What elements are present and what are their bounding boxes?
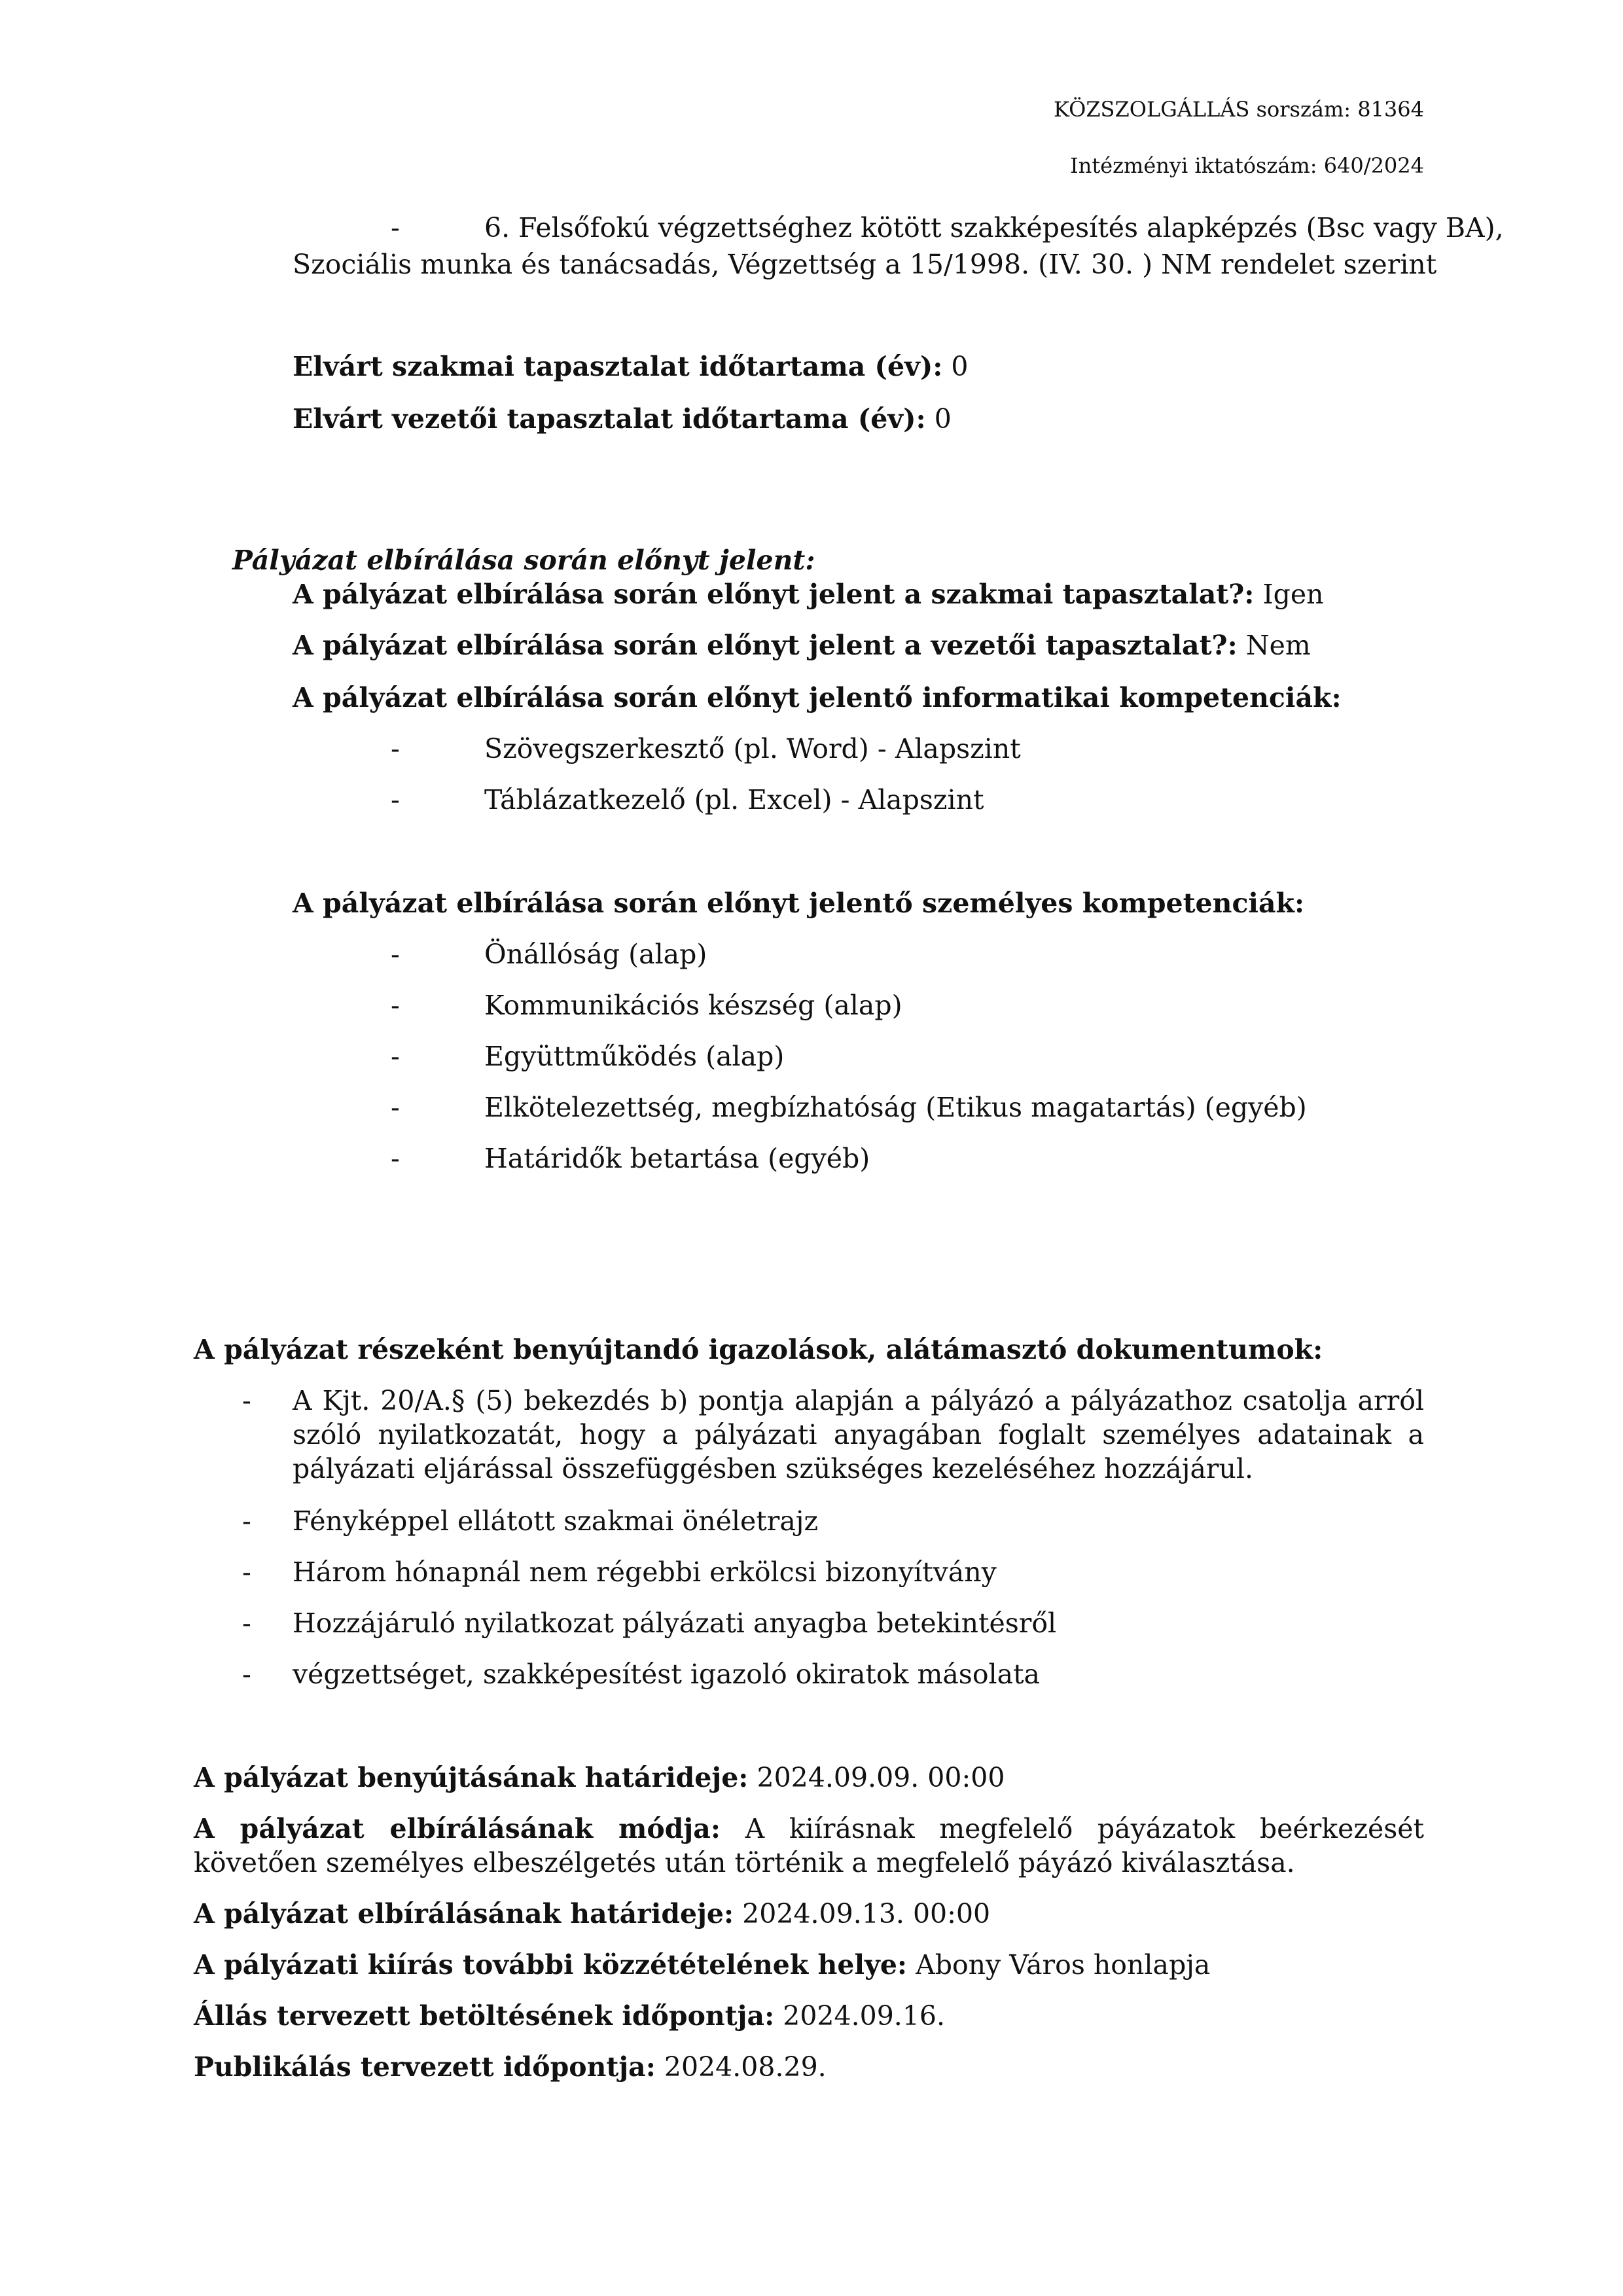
planned-start-date-label: Állás tervezett betöltésének időpontja: — [194, 2000, 775, 2032]
personal-competency-item: Önállóság (alap) — [484, 939, 707, 970]
planned-start-date-value: 2024.09.16. — [774, 2000, 946, 2032]
expected-professional-experience-label: Elvárt szakmai tapasztalat időtartama (év): — [293, 351, 943, 382]
expected-professional-experience-value: 0 — [942, 351, 969, 382]
evaluation-method-value: A kiírásnak megfelelő páyázatok beérkezését követően személyes elbeszélgetés után történik a megfelelő páyázó kiválasztása. — [194, 1813, 1424, 1878]
documents-heading: A pályázat részeként benyújtandó igazolások, alátámasztó dokumentumok: — [194, 1334, 1323, 1365]
personal-competencies-heading: A pályázat elbírálása során előnyt jelentő személyes kompetenciák: — [293, 888, 1305, 919]
evaluation-deadline-value: 2024.09.13. 00:00 — [734, 1898, 991, 1929]
list-bullet: - — [391, 1041, 400, 1072]
evaluation-deadline — [194, 1897, 990, 1931]
advantage-professional-value: Igen — [1254, 579, 1324, 610]
expected-professional-experience — [293, 350, 969, 384]
advantage-management-experience — [293, 628, 1311, 662]
advantage-professional-label: A pályázat elbírálása során előnyt jelent a szakmai tapasztalat?: — [293, 579, 1255, 610]
qualification-line-2: Szociális munka és tanácsadás, Végzettség a 15/1998. (IV. 30. ) NM rendelet szerint — [293, 249, 1437, 280]
evaluation-deadline-label: A pályázat elbírálásának határideje: — [194, 1898, 734, 1929]
list-bullet: - — [391, 1143, 400, 1174]
qualification-line-1: 6. Felsőfokú végzettséghez kötött szakképesítés alapképzés (Bsc vagy BA), — [484, 212, 1504, 243]
publication-place-label: A pályázati kiírás további közzétételének helye: — [194, 1949, 908, 1981]
list-bullet: - — [391, 1092, 400, 1123]
registry-number: Intézményi iktatószám: 640/2024 — [1070, 153, 1424, 178]
evaluation-method — [194, 1812, 1424, 1880]
advantage-professional-experience — [293, 577, 1324, 611]
list-bullet: - — [242, 1385, 251, 1416]
submission-deadline-value: 2024.09.09. 00:00 — [748, 1762, 1005, 1793]
list-bullet: - — [242, 1607, 251, 1639]
posting-number: KÖZSZOLGÁLLÁS sorszám: 81364 — [1054, 97, 1424, 122]
personal-competency-item: Együttműködés (alap) — [484, 1041, 785, 1072]
list-bullet: - — [391, 939, 400, 970]
publication-place — [194, 1948, 1210, 1982]
document-item: Hozzájáruló nyilatkozat pályázati anyagba betekintésről — [293, 1607, 1057, 1639]
document-item: Három hónapnál nem régebbi erkölcsi bizonyítvány — [293, 1556, 997, 1588]
list-bullet: - — [391, 784, 400, 816]
planned-publish-date-label: Publikálás tervezett időpontja: — [194, 2051, 656, 2083]
submission-deadline — [194, 1761, 1005, 1795]
personal-competency-item: Elkötelezettség, megbízhatóság (Etikus magatartás) (egyéb) — [484, 1092, 1307, 1123]
publication-place-value: Abony Város honlapja — [907, 1949, 1211, 1981]
advantage-management-label: A pályázat elbírálása során előnyt jelent a vezetői tapasztalat?: — [293, 630, 1238, 661]
it-competencies-heading: A pályázat elbírálása során előnyt jelentő informatikai kompetenciák: — [293, 682, 1342, 713]
document-item: Fényképpel ellátott szakmai önéletrajz — [293, 1505, 819, 1537]
list-bullet: - — [391, 733, 400, 764]
document-item: A Kjt. 20/A.§ (5) bekezdés b) pontja alapján a pályázó a pályázathoz csatolja arról szóló nyilatkozatát, hogy a pályázati anyagában foglalt személyes adatainak a pályázati eljárással összefüggésben szükséges kezeléséhez hozzájárul. — [293, 1385, 1424, 1484]
planned-publish-date — [194, 2050, 827, 2084]
qualification-bullet: - — [391, 212, 400, 243]
personal-competency-item: Kommunikációs készség (alap) — [484, 990, 902, 1021]
document-item: végzettséget, szakképesítést igazoló okiratok másolata — [293, 1659, 1040, 1690]
list-bullet: - — [242, 1556, 251, 1588]
evaluation-method-label: A pályázat elbírálásának módja: — [194, 1813, 721, 1844]
submission-deadline-label: A pályázat benyújtásának határideje: — [194, 1762, 749, 1793]
list-bullet: - — [242, 1505, 251, 1537]
personal-competency-item: Határidők betartása (egyéb) — [484, 1143, 870, 1174]
advantages-heading: Pályázat elbírálása során előnyt jelent: — [232, 545, 815, 576]
it-competency-item: Táblázatkezelő (pl. Excel) - Alapszint — [484, 784, 984, 816]
expected-management-experience-label: Elvárt vezetői tapasztalat időtartama (év): — [293, 403, 926, 435]
it-competency-item: Szövegszerkesztő (pl. Word) - Alapszint — [484, 733, 1021, 764]
expected-management-experience — [293, 402, 952, 436]
list-bullet: - — [391, 990, 400, 1021]
planned-start-date — [194, 1999, 945, 2033]
advantage-management-value: Nem — [1237, 630, 1311, 661]
planned-publish-date-value: 2024.08.29. — [655, 2051, 827, 2083]
expected-management-experience-value: 0 — [925, 403, 952, 435]
list-bullet: - — [242, 1659, 251, 1690]
